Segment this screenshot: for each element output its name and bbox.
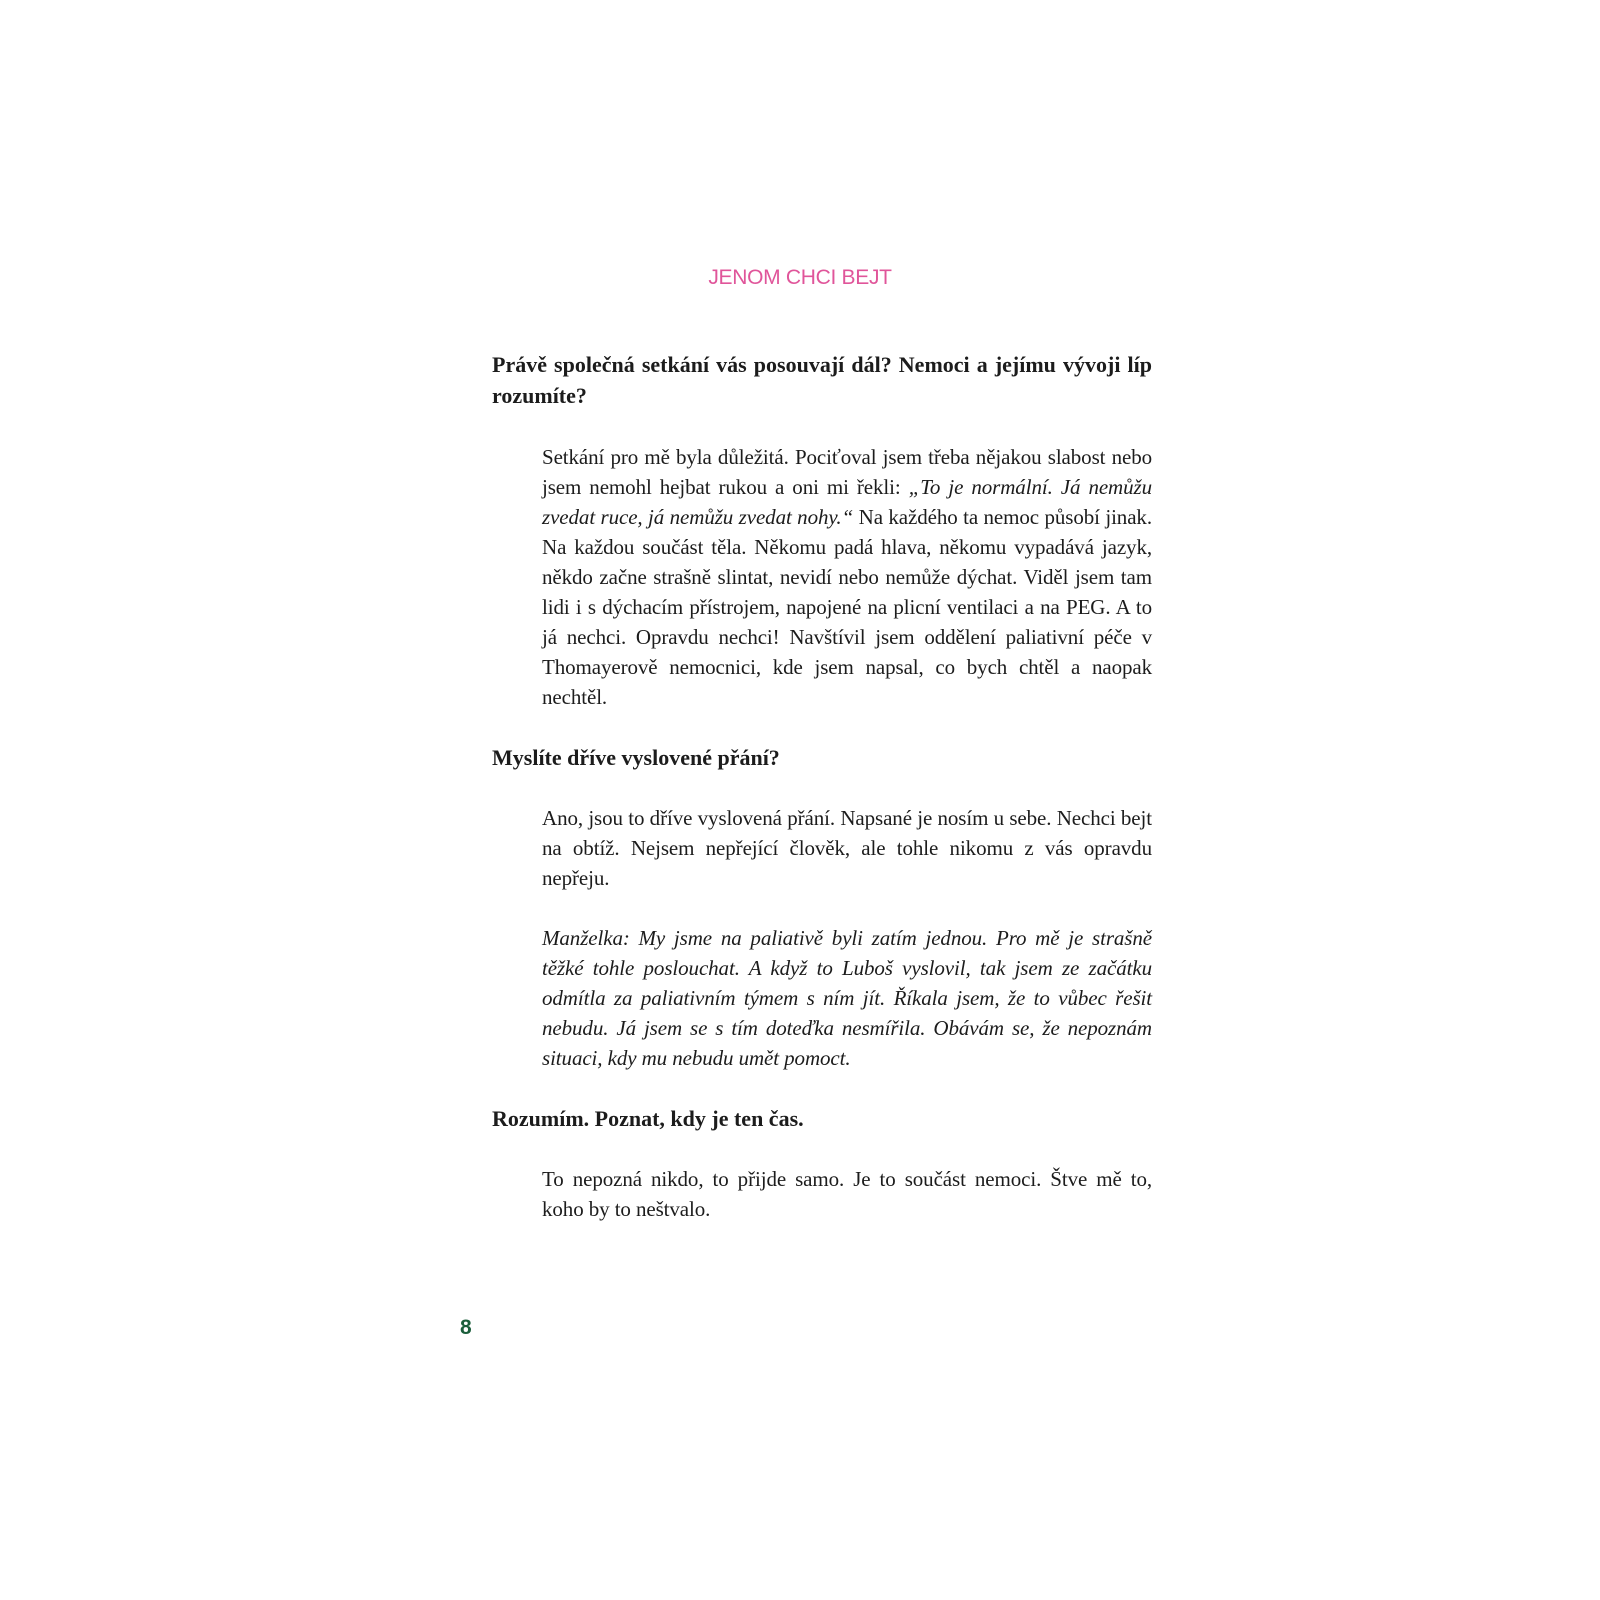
running-title: JENOM CHCI BEJT [708, 266, 892, 289]
interview-question-1: Právě společná setkání vás posouvají dál? Nemoci a jejímu vývoji líp rozumíte? [492, 352, 1152, 408]
answer-1-text-part-2: Na každého ta nemoc působí jinak. Na každou součást těla. Někomu padá hlava, někomu vypadává jazyk, někdo začne strašně slintat, nevidí nebo nemůže dýchat. Viděl jsem tam lidi i s dýchacím přístrojem, napojené na plicní ventilaci a na PEG. A to já nechci. Opravdu nechci! Navštívil jsem oddělení paliativní péče v Thomayerově nemocnici, kde jsem napsal, co bych chtěl a naopak nechtěl. [542, 505, 1152, 709]
interview-answer-2: Ano, jsou to dříve vyslovená přání. Napsané je nosím u sebe. Nechci bejt na obtíž. Nejsem nepřející člověk, ale tohle nikomu z vás opravdu nepřeju. [542, 806, 1152, 890]
interview-answer-3: To nepozná nikdo, to přijde samo. Je to součást nemoci. Štve mě to, koho by to neštvalo. [542, 1167, 1152, 1221]
answer-1-quote: „To je normální. Já nemůžu zvedat ruce, já nemůžu zvedat nohy.“ [542, 475, 1152, 529]
page-number: 8 [460, 1316, 472, 1339]
wife-note: Manželka: My jsme na paliativě byli zatím jednou. Pro mě je strašně těžké tohle poslouchat. A když to Luboš vyslovil, tak jsem ze začátku odmítla za paliativním týmem s ním jít. Říkala jsem, že to vůbec řešit nebudu. Já jsem se s tím doteďka nesmířila. Obávám se, že nepoznám situaci, kdy mu nebudu umět pomoct. [542, 926, 1152, 1070]
interview-question-3: Rozumím. Poznat, kdy je ten čas. [492, 1106, 804, 1131]
interview-question-2: Myslíte dříve vyslovené přání? [492, 745, 780, 770]
interview-answer-1 [542, 442, 1152, 712]
answer-1-text-part-1: Setkání pro mě byla důležitá. Pociťoval jsem třeba nějakou slabost nebo jsem nemohl hejbat rukou a oni mi řekli: [542, 445, 1152, 499]
page-body [492, 349, 1152, 1224]
